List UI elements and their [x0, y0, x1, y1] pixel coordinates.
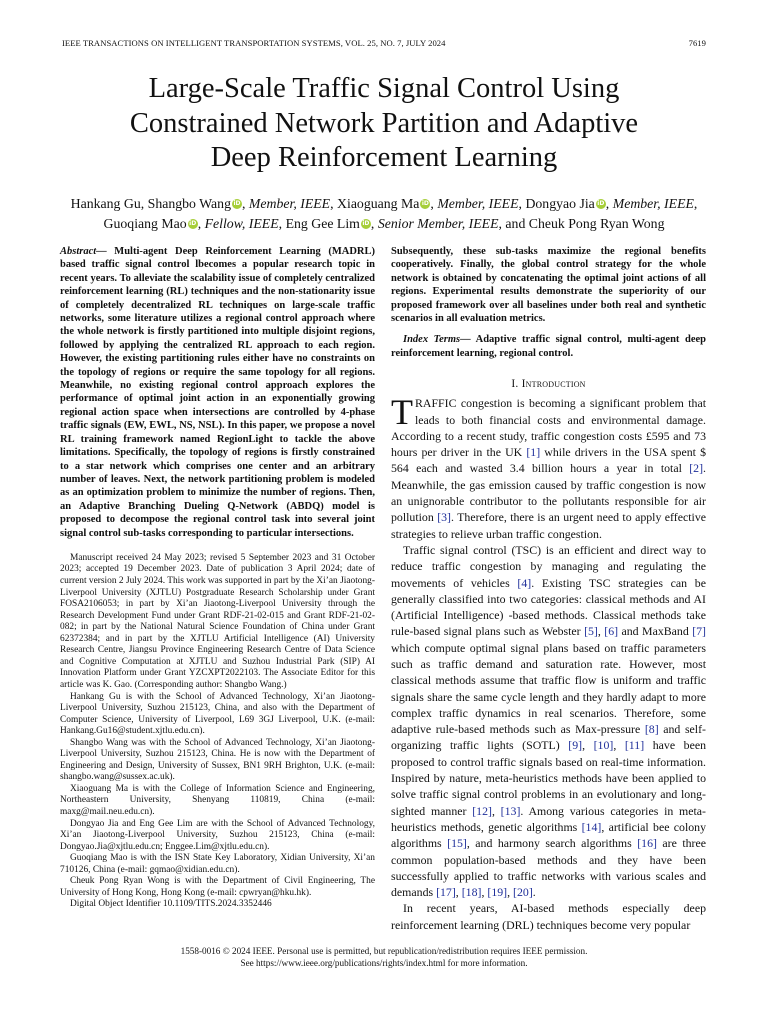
author-name: Shangbo Wang	[147, 196, 231, 211]
copyright-footer	[60, 946, 708, 969]
citation-link[interactable]: [6]	[604, 624, 619, 639]
text-run: ,	[455, 885, 462, 900]
orcid-icon[interactable]: iD	[233, 200, 241, 207]
orcid-icon[interactable]: iD	[189, 219, 197, 227]
paragraph	[391, 392, 706, 542]
text-run: , artificial bee colony algorithms	[391, 819, 706, 851]
citation-link[interactable]: [15]	[447, 836, 467, 851]
author-list: Hankang Gu, Shangbo Wang iD, Member, IEEE, Xiaoguang Ma iD, Member, IEEE, Dongyao Jia iD, Member, IEEE, Guoqiang Mao iD, Fellow, IEEE, Eng Gee Lim iD, Senior Member, IEEE, and Cheuk Pong Ryan Wong	[70, 196, 698, 231]
text-run: ,	[491, 803, 501, 818]
introduction-body	[391, 392, 707, 933]
author-membership: Senior Member, IEEE	[377, 215, 499, 231]
title-line: Constrained Network Partition and Adaptive	[129, 107, 639, 139]
footnote-paragraph: Manuscript received 24 May 2023; revised 5 September 2023 and 31 October 2023; accepted 19 December 2023. Date of publication 3 April 2024; date of current version 2 July 2024. This work was supported in part by the Xi’an Jiaotong-Liverpool University (XJTLU) Postgraduate Research Scholarship under Grant FOSA2106053; in part by Xi’an Jiaotong-Liverpool University through the Research Development Fund under Grant RDF-21-02-015 and Grant RDF-21-02-082; in part by the National Natural Science Foundation of China under Grant 62372384; and in part by the XJTLU Artificial Intelligence (AI) University Research Centre, Jiangsu Province Engineering Research Centre of Data Science and Cognitive Computation at XJTLU and Suzhou Industrial Park (SIP) AI Innovation Platform under Grant YZCXPT2022103. The Associate Editor for this article was K. Gao. (Corresponding author: Shangbo Wang.)	[60, 552, 375, 690]
text-run: ,	[507, 885, 514, 900]
text-run: RAFFIC congestion is becoming a significant problem that leads to both financial costs and environmental damage. According to a recent study, traffic congestion costs £595 and 73 hours per driver in the UK	[391, 396, 706, 460]
footnote-paragraph: Guoqiang Mao is with the ISN State Key Laboratory, Xidian University, Xi’an 710126, China (e-mail: gqmao@xidian.edu.cn).	[60, 853, 375, 875]
orcid-icon[interactable]: iD	[597, 200, 605, 207]
orcid-icon[interactable]: iD	[362, 219, 370, 227]
author-name: Hankang Gu	[70, 196, 141, 211]
section-number: I.	[511, 377, 519, 391]
author-membership: Member, IEEE	[437, 196, 519, 211]
text-run: . Meanwhile, the gas emission caused by traffic congestion is now an unignorable contributor to the pollutants responsible for air pollution	[391, 461, 706, 525]
citation-link[interactable]: [11]	[624, 738, 645, 753]
text-run: .	[532, 885, 536, 900]
abstract-continued: Subsequently, these sub-tasks maximize the regional benefits cooperatively. Finally, the global control strategy for the whole network is obtained by concatenating the optimal joint actions of all regions. Experimental results demonstrate the superiority of our proposed framework over all baselines under both real and synthetic scenarios in all evaluation metrics.	[391, 246, 706, 325]
author-name: and Cheuk Pong Ryan Wong	[505, 215, 665, 231]
footnotes	[60, 553, 375, 911]
text-run: . Existing TSC strategies can be generally classified into two categories: classical methods and AI (Artificial Intelligence) -based methods. Classical methods take rule-based signal plans such as Webster	[391, 575, 706, 639]
footnote-paragraph: Xiaoguang Ma is with the College of Information Science and Engineering, Northeastern University, Shenyang 110819, China (e-mail: maxg@mail.neu.edu.cn).	[60, 783, 375, 817]
citation-link[interactable]: [4]	[517, 575, 532, 590]
text-run: . Among various categories in meta-heuristics methods, genetic algorithms	[391, 803, 706, 834]
section-heading	[391, 377, 706, 390]
text-run: Traffic signal control (TSC) is an efficient and direct way to reduce traffic congestion by managing and regulating the movements of vehicles	[391, 542, 706, 590]
footnote-paragraph: Shangbo Wang was with the School of Advanced Technology, Xi’an Jiaotong-Liverpool University, Suzhou 215123, China. He is now with the Department of Engineering and Design, University of Sussex, BN1 9RH Brighton, U.K. (e-mail: shangbo.wang@sussex.ac.uk).	[60, 737, 375, 783]
paper-title	[60, 72, 708, 176]
text-run: In recent years, AI-based methods especially deep reinforcement learning (DRL) techniques become very popular	[391, 901, 706, 932]
citation-link[interactable]: [19]	[487, 885, 508, 900]
citation-link[interactable]: [14]	[581, 819, 602, 834]
text-run: which compute optimal signal plans based on traffic parameters such as traffic demand and saturation rate. However, most classical methods assume that traffic flow is uniform and traffic signals share the same cycle length and they hardly adapt to more complex traffic dynamics in real scenarios. Therefore, some adaptive rule-based methods such as Max-pressure	[391, 640, 706, 737]
citation-link[interactable]: [5]	[584, 624, 598, 639]
text-run: are three common population-based methods and they have been successfully applied to traffic networks with various scales and demands	[391, 836, 706, 900]
citation-link[interactable]: [16]	[637, 836, 657, 851]
text-run: , and harmony search algorithms	[466, 836, 638, 851]
text-run: ,	[613, 738, 625, 753]
index-terms-text: — Adaptive traffic signal control, multi-agent deep reinforcement learning, regional control.	[391, 334, 706, 359]
citation-link[interactable]: [17]	[436, 885, 456, 900]
author-membership: Member, IEEE	[612, 196, 694, 211]
citation-link[interactable]: [7]	[692, 624, 706, 639]
index-terms-label: Index Terms	[403, 334, 461, 346]
citation-link[interactable]: [18]	[461, 885, 482, 900]
footnote-paragraph: Dongyao Jia and Eng Gee Lim are with the School of Advanced Technology, Xi’an Jiaotong-Liverpool University, Suzhou 215123, China (e-mail: Dongyao.Jia@xjtlu.edu.cn; Enggee.Lim@xjtlu.edu.cn).	[60, 818, 375, 852]
author-name: Dongyao Jia	[525, 196, 595, 211]
footnote-paragraph: Hankang Gu is with the School of Advanced Technology, Xi’an Jiaotong-Liverpool University, Suzhou 215123, China, and also with the Department of Computer Science, University of Liverpool, L69 3GJ Liverpool, U.K. (e-mail: Hankang.Gu16@student.xjtlu.edu.cn).	[60, 691, 375, 737]
footnote-paragraph: Digital Object Identifier 10.1109/TITS.2024.3352446	[70, 899, 272, 910]
citation-link[interactable]: [20]	[513, 885, 533, 900]
author-name: Xiaoguang Ma	[337, 196, 420, 211]
text-run: and MaxBand	[618, 624, 693, 639]
journal-name: IEEE TRANSACTIONS ON INTELLIGENT TRANSPORTATION SYSTEMS, VOL. 25, NO. 7, JULY 2024	[62, 38, 446, 48]
abstract-text: — Multi-agent Deep Reinforcement Learning (MADRL) based traffic signal control lbecomes a popular research topic in recent years. To alleviate the scalability issue of completely centralized reinforcement learning (RL) techniques and the non-stationarity issue of completely decentralized RL techniques on large-scale traffic networks, some literature utilizes a regional control approach where the whole network is firstly partitioned into multiple disjoint regions, followed by applying the centralized RL approach to each region. However, the existing partitioning rules either have no constraints on the topology of regions or require the same topology for all regions. Meanwhile, no existing regional control approach explores the performance of optimal joint action in an exponentially growing regional action space when intersections are controlled by 4-phase traffic signals (EW, EWL, NS, NSL). In this paper, we propose a novel RL training framework named RegionLight to tackle the above limitations. Specifically, the topology of regions is firstly constrained to a star network which comprises one center and an arbitrary number of leaves. Next, the network partitioning problem is modeled as an optimization problem to minimize the number of regions. Then, an Adaptive Branching Dueling Q-Network (ABDQ) model is proposed to decompose the regional control task into several joint signal control sub-tasks corresponding to particular intersections.	[60, 246, 375, 539]
index-terms	[391, 333, 706, 360]
text-run: and self-organizing traffic lights (SOTL)	[391, 722, 706, 753]
abstract-label: Abstract	[60, 246, 97, 257]
footnote-paragraph: Cheuk Pong Ryan Wong is with the Department of Civil Engineering, The University of Hong Kong, Hong Kong (e-mail: cpwryan@hku.hk).	[60, 876, 375, 898]
text-run: ,	[481, 885, 488, 900]
citation-link[interactable]: [1]	[526, 445, 541, 460]
text-run: ,	[582, 738, 594, 753]
paragraph	[391, 900, 706, 933]
citation-link[interactable]: [13]	[500, 803, 521, 818]
orcid-icon[interactable]: iD	[421, 200, 429, 207]
running-header	[62, 38, 706, 52]
author-membership: Member, IEEE	[248, 196, 331, 211]
left-column	[60, 245, 375, 911]
rights-line: See https://www.ieee.org/publications/rights/index.html for more information.	[240, 957, 528, 968]
citation-link[interactable]: [9]	[568, 738, 583, 753]
text-run: ,	[597, 624, 605, 639]
title-line: Large-Scale Traffic Signal Control Using	[148, 73, 620, 104]
citation-link[interactable]: [2]	[689, 461, 704, 476]
author-name: Guoqiang Mao	[103, 215, 187, 231]
section-title: Introduction	[521, 377, 586, 391]
citation-link[interactable]: [3]	[437, 510, 451, 525]
paragraph	[391, 542, 706, 901]
citation-link[interactable]: [10]	[593, 738, 614, 753]
text-run: while drivers in the USA spent $ 564 each and wasted 3.4 billion hours a year in total	[391, 445, 706, 476]
page-number: 7619	[688, 38, 706, 48]
abstract	[60, 245, 375, 540]
author-membership: Fellow, IEEE	[204, 215, 279, 231]
author-name: Eng Gee Lim	[285, 215, 360, 231]
drop-cap: T	[391, 392, 413, 433]
citation-link[interactable]: [8]	[644, 722, 659, 737]
right-column	[391, 245, 706, 933]
text-run: have been proposed to control traffic signals based on real-time information. Inspired by nature, meta-heuristics methods have been applied to solve traffic signal control problems in an evolutionary and long-sighted manner	[391, 738, 707, 818]
copyright-line: 1558-0016 © 2024 IEEE. Personal use is permitted, but republication/redistribution requires IEEE permission.	[180, 946, 588, 956]
text-run: . Therefore, there is an urgent need to apply effective strategies to relieve urban traffic congestion.	[391, 510, 706, 541]
citation-link[interactable]: [12]	[472, 803, 492, 818]
title-line: Deep Reinforcement Learning	[210, 142, 558, 173]
